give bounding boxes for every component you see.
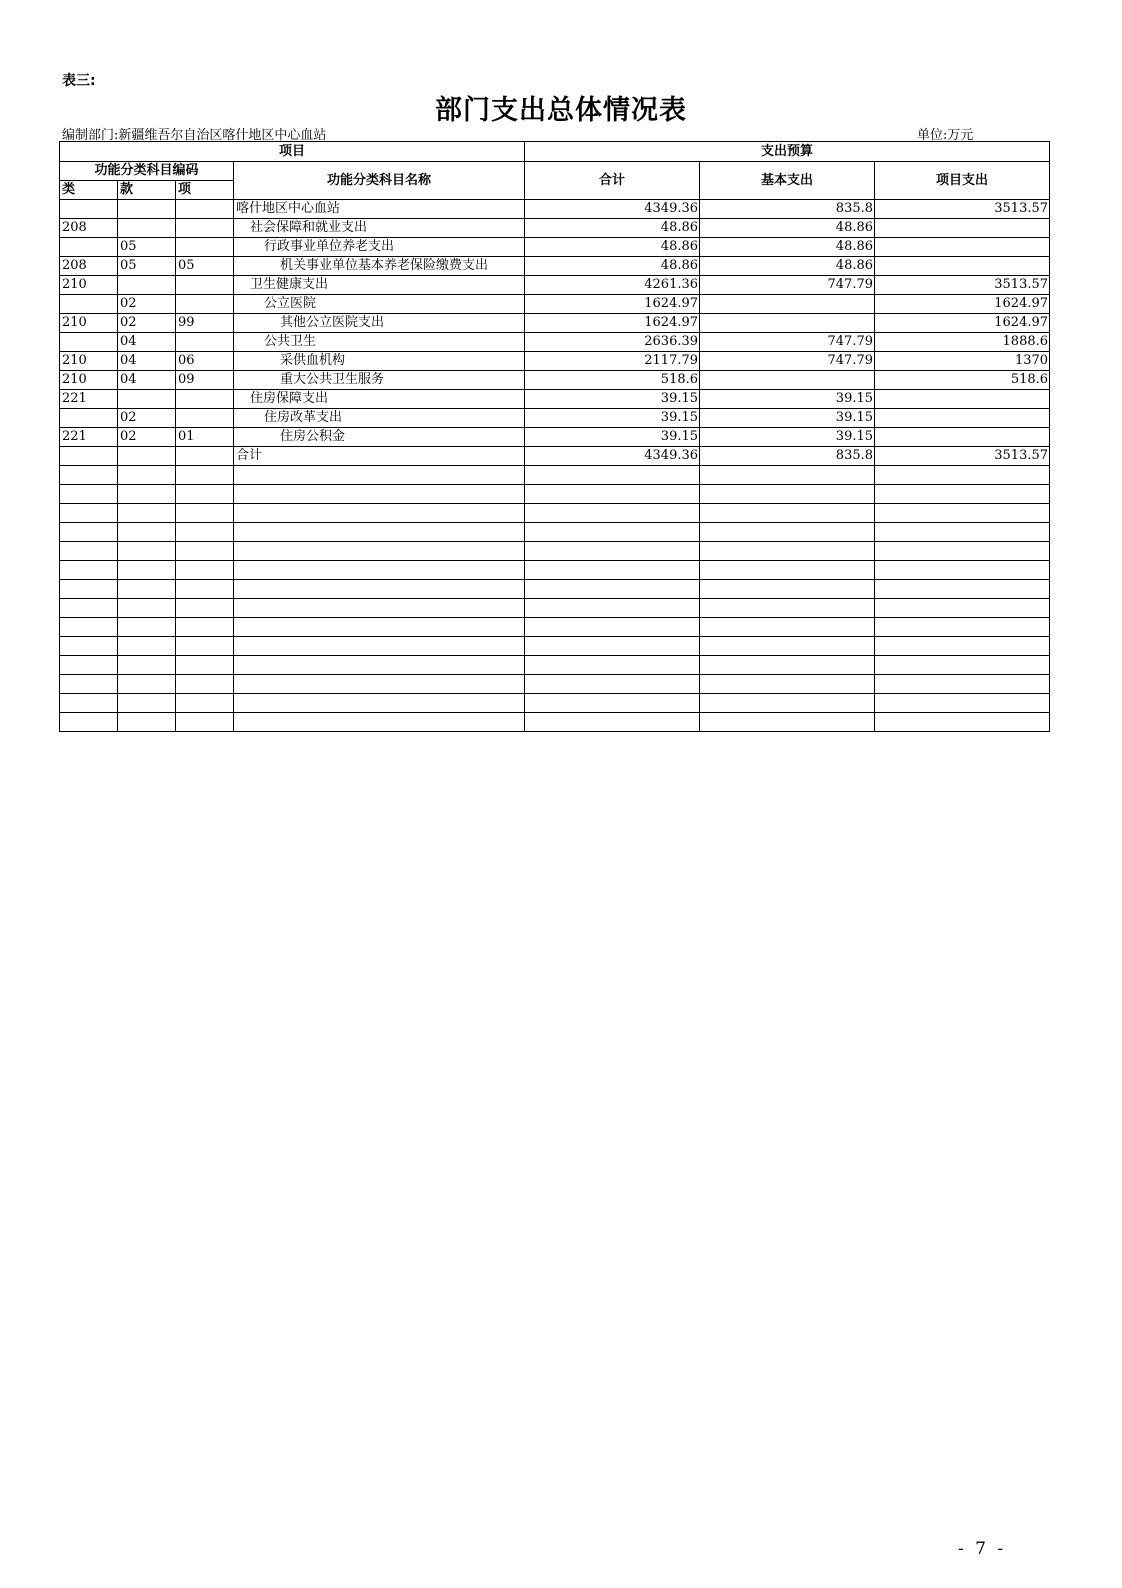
empty-cell: [875, 466, 1050, 485]
empty-cell: [875, 637, 1050, 656]
name-header: 功能分类科目名称: [234, 162, 525, 200]
empty-cell: [525, 599, 700, 618]
empty-cell: [176, 504, 234, 523]
empty-cell: [118, 542, 176, 561]
empty-cell: [875, 618, 1050, 637]
project-cell: [875, 257, 1050, 276]
empty-cell: [176, 713, 234, 732]
project-cell: [875, 428, 1050, 447]
table-body: [60, 200, 1050, 732]
empty-cell: [525, 466, 700, 485]
basic-cell: 39.15: [700, 409, 875, 428]
xiang-cell: [176, 295, 234, 314]
xiang-cell: 01: [176, 428, 234, 447]
table-row: [60, 428, 1050, 447]
kuan-cell: 02: [118, 314, 176, 333]
name-cell: 机关事业单位基本养老保险缴费支出: [234, 257, 525, 276]
table-row: [60, 333, 1050, 352]
empty-cell: [700, 580, 875, 599]
lei-cell: 210: [60, 314, 118, 333]
name-cell: 行政事业单位养老支出: [234, 238, 525, 257]
empty-cell: [525, 504, 700, 523]
kuan-cell: 02: [118, 409, 176, 428]
basic-cell: 39.15: [700, 428, 875, 447]
empty-cell: [176, 599, 234, 618]
budget-header: 支出预算: [525, 142, 1050, 162]
empty-cell: [234, 561, 525, 580]
name-cell: 其他公立医院支出: [234, 314, 525, 333]
kuan-cell: [118, 276, 176, 295]
project-cell: 1624.97: [875, 314, 1050, 333]
empty-cell: [700, 675, 875, 694]
table-row: [60, 352, 1050, 371]
total-cell: 518.6: [525, 371, 700, 390]
lei-cell: 221: [60, 390, 118, 409]
empty-cell: [176, 466, 234, 485]
empty-cell: [176, 542, 234, 561]
empty-cell: [525, 713, 700, 732]
empty-cell: [118, 618, 176, 637]
name-cell: 公共卫生: [234, 333, 525, 352]
empty-cell: [525, 561, 700, 580]
empty-cell: [118, 485, 176, 504]
empty-cell: [176, 561, 234, 580]
empty-cell: [176, 580, 234, 599]
kuan-cell: 02: [118, 428, 176, 447]
total-cell: 1624.97: [525, 295, 700, 314]
project-cell: [875, 390, 1050, 409]
empty-cell: [176, 675, 234, 694]
empty-cell: [875, 542, 1050, 561]
empty-cell: [700, 523, 875, 542]
empty-cell: [234, 637, 525, 656]
empty-cell: [118, 523, 176, 542]
lei-cell: [60, 333, 118, 352]
total-cell: 2117.79: [525, 352, 700, 371]
table-row: [60, 238, 1050, 257]
empty-cell: [118, 675, 176, 694]
total-cell: 39.15: [525, 390, 700, 409]
xiang-cell: [176, 200, 234, 219]
empty-cell: [60, 599, 118, 618]
kuan-cell: 04: [118, 352, 176, 371]
lei-cell: 210: [60, 371, 118, 390]
empty-cell: [700, 466, 875, 485]
empty-cell: [234, 523, 525, 542]
empty-cell: [118, 504, 176, 523]
empty-cell: [700, 542, 875, 561]
empty-cell: [118, 561, 176, 580]
project-cell: 3513.57: [875, 447, 1050, 466]
empty-cell: [60, 485, 118, 504]
total-cell: 48.86: [525, 257, 700, 276]
empty-cell: [118, 694, 176, 713]
xiang-cell: 06: [176, 352, 234, 371]
lei-cell: 210: [60, 276, 118, 295]
empty-cell: [525, 675, 700, 694]
empty-cell: [118, 466, 176, 485]
table-number-label: 表三:: [62, 73, 96, 89]
empty-cell: [60, 580, 118, 599]
kuan-cell: [118, 219, 176, 238]
empty-cell: [525, 523, 700, 542]
empty-cell: [700, 637, 875, 656]
project-header: 项目: [60, 142, 525, 162]
empty-cell: [234, 599, 525, 618]
name-cell: 喀什地区中心血站: [234, 200, 525, 219]
empty-cell: [875, 485, 1050, 504]
table-row: [60, 257, 1050, 276]
project-cell: [875, 219, 1050, 238]
empty-cell: [700, 656, 875, 675]
total-header: 合计: [525, 162, 700, 200]
kuan-cell: 04: [118, 333, 176, 352]
total-cell: 1624.97: [525, 314, 700, 333]
total-cell: 4349.36: [525, 447, 700, 466]
empty-cell: [875, 580, 1050, 599]
name-cell: 公立医院: [234, 295, 525, 314]
expenditure-table: [59, 141, 1050, 732]
empty-row: [60, 561, 1050, 580]
xiang-cell: 09: [176, 371, 234, 390]
empty-cell: [525, 656, 700, 675]
empty-cell: [60, 504, 118, 523]
empty-row: [60, 618, 1050, 637]
empty-row: [60, 656, 1050, 675]
empty-cell: [60, 637, 118, 656]
empty-cell: [525, 542, 700, 561]
empty-row: [60, 485, 1050, 504]
name-cell: 住房改革支出: [234, 409, 525, 428]
lei-cell: [60, 447, 118, 466]
xiang-cell: [176, 333, 234, 352]
empty-cell: [700, 599, 875, 618]
empty-cell: [60, 542, 118, 561]
empty-cell: [60, 618, 118, 637]
basic-cell: 48.86: [700, 219, 875, 238]
basic-cell: 39.15: [700, 390, 875, 409]
empty-cell: [60, 675, 118, 694]
name-cell: 重大公共卫生服务: [234, 371, 525, 390]
page-number: - 7 -: [958, 1539, 1007, 1559]
xiang-cell: [176, 219, 234, 238]
lei-cell: 210: [60, 352, 118, 371]
empty-cell: [525, 618, 700, 637]
table-row: [60, 200, 1050, 219]
basic-cell: 747.79: [700, 333, 875, 352]
empty-row: [60, 675, 1050, 694]
empty-cell: [700, 504, 875, 523]
empty-cell: [875, 523, 1050, 542]
empty-cell: [525, 580, 700, 599]
empty-cell: [60, 466, 118, 485]
empty-cell: [234, 485, 525, 504]
header-row-2: [60, 162, 1050, 181]
empty-row: [60, 637, 1050, 656]
name-cell: 住房保障支出: [234, 390, 525, 409]
table-row: [60, 409, 1050, 428]
project-cell: 3513.57: [875, 200, 1050, 219]
empty-row: [60, 504, 1050, 523]
basic-cell: 747.79: [700, 352, 875, 371]
empty-cell: [234, 542, 525, 561]
lei-cell: 208: [60, 219, 118, 238]
xiang-cell: [176, 390, 234, 409]
basic-cell: [700, 295, 875, 314]
empty-cell: [118, 656, 176, 675]
empty-cell: [176, 656, 234, 675]
total-cell: 39.15: [525, 409, 700, 428]
name-cell: 卫生健康支出: [234, 276, 525, 295]
empty-cell: [60, 523, 118, 542]
kuan-cell: 04: [118, 371, 176, 390]
empty-cell: [60, 561, 118, 580]
empty-cell: [234, 504, 525, 523]
empty-cell: [118, 580, 176, 599]
empty-row: [60, 580, 1050, 599]
empty-cell: [60, 656, 118, 675]
empty-row: [60, 523, 1050, 542]
xiang-cell: [176, 276, 234, 295]
project-cell: 1888.6: [875, 333, 1050, 352]
empty-cell: [525, 694, 700, 713]
name-cell: 采供血机构: [234, 352, 525, 371]
table-row: [60, 371, 1050, 390]
project-cell: 1624.97: [875, 295, 1050, 314]
table-row: [60, 219, 1050, 238]
basic-cell: 835.8: [700, 447, 875, 466]
empty-cell: [118, 599, 176, 618]
project-cell: 518.6: [875, 371, 1050, 390]
empty-row: [60, 713, 1050, 732]
name-cell: 住房公积金: [234, 428, 525, 447]
basic-cell: 747.79: [700, 276, 875, 295]
lei-cell: [60, 409, 118, 428]
empty-cell: [525, 485, 700, 504]
project-cell: 3513.57: [875, 276, 1050, 295]
empty-cell: [875, 694, 1050, 713]
project-cell: [875, 238, 1050, 257]
xiang-cell: [176, 238, 234, 257]
empty-cell: [234, 656, 525, 675]
table-row: [60, 295, 1050, 314]
table-row: [60, 276, 1050, 295]
empty-cell: [234, 580, 525, 599]
lei-cell: [60, 238, 118, 257]
xiang-cell: [176, 447, 234, 466]
lei-cell: 221: [60, 428, 118, 447]
xiang-cell: 05: [176, 257, 234, 276]
empty-cell: [234, 466, 525, 485]
total-cell: 4349.36: [525, 200, 700, 219]
total-cell: 39.15: [525, 428, 700, 447]
basic-cell: 835.8: [700, 200, 875, 219]
empty-cell: [525, 637, 700, 656]
kuan-cell: [118, 390, 176, 409]
basic-cell: 48.86: [700, 238, 875, 257]
empty-cell: [875, 561, 1050, 580]
empty-cell: [234, 618, 525, 637]
empty-row: [60, 542, 1050, 561]
header-row-1: [60, 142, 1050, 162]
table-row: [60, 447, 1050, 466]
empty-cell: [234, 694, 525, 713]
empty-cell: [234, 675, 525, 694]
empty-cell: [176, 694, 234, 713]
empty-row: [60, 599, 1050, 618]
xiang-cell: [176, 409, 234, 428]
lei-header: 类: [60, 181, 118, 200]
kuan-cell: 05: [118, 238, 176, 257]
table-row: [60, 390, 1050, 409]
empty-cell: [118, 713, 176, 732]
empty-cell: [700, 618, 875, 637]
total-cell: 4261.36: [525, 276, 700, 295]
empty-row: [60, 694, 1050, 713]
project-cell: [875, 409, 1050, 428]
empty-cell: [875, 713, 1050, 732]
project-cell: 1370: [875, 352, 1050, 371]
empty-cell: [700, 561, 875, 580]
empty-cell: [875, 675, 1050, 694]
table-row: [60, 314, 1050, 333]
unit-label: 单位:万元: [917, 128, 974, 143]
empty-cell: [875, 504, 1050, 523]
empty-cell: [176, 485, 234, 504]
empty-cell: [700, 713, 875, 732]
empty-cell: [875, 656, 1050, 675]
basic-cell: 48.86: [700, 257, 875, 276]
basic-header: 基本支出: [700, 162, 875, 200]
empty-cell: [234, 713, 525, 732]
kuan-cell: [118, 200, 176, 219]
lei-cell: [60, 295, 118, 314]
empty-cell: [176, 618, 234, 637]
empty-cell: [875, 599, 1050, 618]
total-cell: 2636.39: [525, 333, 700, 352]
code-group-header: 功能分类科目编码: [60, 162, 234, 181]
empty-cell: [176, 523, 234, 542]
page-title: 部门支出总体情况表: [435, 95, 687, 126]
basic-cell: [700, 314, 875, 333]
name-cell: 社会保障和就业支出: [234, 219, 525, 238]
empty-row: [60, 466, 1050, 485]
kuan-cell: [118, 447, 176, 466]
xiang-cell: 99: [176, 314, 234, 333]
xiang-header: 项: [176, 181, 234, 200]
basic-cell: [700, 371, 875, 390]
name-cell: 合计: [234, 447, 525, 466]
kuan-cell: 02: [118, 295, 176, 314]
lei-cell: 208: [60, 257, 118, 276]
empty-cell: [700, 485, 875, 504]
kuan-cell: 05: [118, 257, 176, 276]
total-cell: 48.86: [525, 238, 700, 257]
empty-cell: [700, 694, 875, 713]
empty-cell: [60, 694, 118, 713]
kuan-header: 款: [118, 181, 176, 200]
empty-cell: [60, 713, 118, 732]
department-label: 编制部门:新疆维吾尔自治区喀什地区中心血站: [62, 128, 327, 143]
lei-cell: [60, 200, 118, 219]
empty-cell: [176, 637, 234, 656]
project-exp-header: 项目支出: [875, 162, 1050, 200]
total-cell: 48.86: [525, 219, 700, 238]
empty-cell: [118, 637, 176, 656]
